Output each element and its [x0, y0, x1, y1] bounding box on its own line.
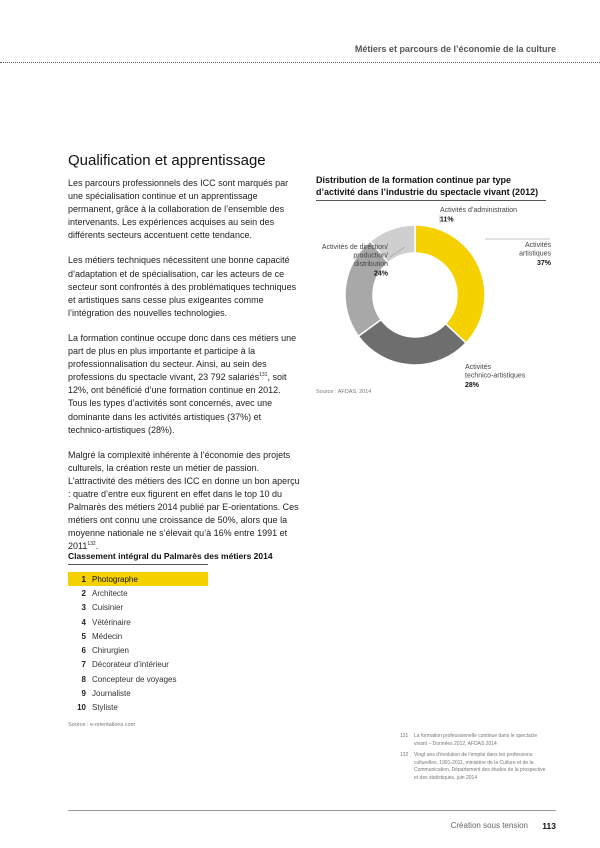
- slice-value-3: 24%: [373, 270, 388, 278]
- slice-1: [415, 225, 485, 343]
- footer-rule: [68, 810, 556, 811]
- ranking-table: [68, 572, 208, 715]
- rank-label: Vétérinaire: [92, 617, 131, 627]
- footnote-number: 132: [400, 752, 409, 758]
- slice-label-1: Activités artistiques 37%: [519, 242, 551, 267]
- rank-label: Concepteur de voyages: [92, 674, 177, 684]
- slice-label-4: Activités d’administration 11%: [440, 207, 518, 224]
- ranking-row: [68, 586, 208, 600]
- ranking-row: [68, 701, 208, 715]
- section-title: Qualification et apprentissage: [68, 152, 266, 169]
- ranking-source: Source : e-orientations.com: [68, 722, 136, 728]
- donut-chart: [300, 195, 560, 389]
- rank-number: 1: [68, 572, 92, 586]
- ranking-title: Classement intégral du Palmarès des métiers 2014: [68, 551, 208, 565]
- slice-value-1: 37%: [536, 260, 551, 267]
- rank-label: Cuisinier: [92, 603, 124, 613]
- ranking-row: [68, 672, 208, 686]
- footnote-132: [400, 752, 550, 782]
- header-dotted-rule: [0, 62, 600, 63]
- slice-label-3: Activités de direction/ production/ distribution 24%: [321, 244, 388, 278]
- ranking-row: [68, 601, 208, 615]
- footnote-ref-131: 131: [259, 372, 268, 379]
- footnote-131: [400, 733, 550, 748]
- running-head: Métiers et parcours de l’économie de la culture: [354, 44, 556, 54]
- paragraph-3-a: La formation continue occupe donc dans ces métiers une part de plus en plus importante et participe à la professionnalisation du secteur. Ainsi, au sein des professions du spectacle vivant, 23 792 salariés: [68, 332, 297, 383]
- rank-number: 2: [81, 588, 86, 598]
- rank-label: Architecte: [92, 588, 128, 598]
- page-number: 113: [542, 821, 556, 831]
- rank-label: Styliste: [92, 703, 118, 713]
- rank-label: Décorateur d’intérieur: [92, 660, 169, 670]
- rank-number: 8: [81, 674, 86, 684]
- footer-title: Création sous tension: [450, 821, 528, 830]
- chart-title: Distribution de la formation continue par type d’activité dans l’industrie du spectacle vivant (2012): [316, 174, 546, 201]
- footnote-text: La formation professionnelle continue dans le spectacle vivant – Données 2012, AFDAS 2014: [414, 733, 538, 747]
- rank-number: 3: [81, 603, 86, 613]
- body-text: [68, 177, 300, 565]
- ranking-row: [68, 658, 208, 672]
- paragraph-4-b: .: [95, 541, 99, 552]
- paragraph-4: [68, 449, 300, 554]
- rank-number: 4: [81, 617, 86, 627]
- slice-label-2: Activités technico-artistiques 28%: [465, 364, 526, 389]
- rank-label: Photographe: [92, 572, 208, 586]
- paragraph-2: Les métiers techniques nécessitent une bonne capacité d’adaptation et de spécialisation, car les acteurs de ce secteur sont confrontés à des problématiques techniques et artistiques sans cesse plus exigeantes comme l’intégration des nouvelles technologies.: [68, 255, 297, 318]
- rank-label: Médecin: [92, 631, 123, 641]
- ranking-row: [68, 615, 208, 629]
- paragraph-3: [68, 332, 300, 437]
- footnote-ref-132: 132: [87, 541, 96, 548]
- ranking-row: [68, 686, 208, 700]
- paragraph-3-b: , soit 12%, ont bénéficié d’une formation continue en 2012. Tous les types d’activités sont concernés, avec une dominante dans les activités artistiques (37%) et technico-artistiques (28%).: [68, 372, 287, 435]
- rank-number: 7: [81, 660, 86, 670]
- rank-label: Journaliste: [92, 689, 131, 699]
- ranking-row: [68, 643, 208, 657]
- ranking-row: [68, 572, 208, 586]
- slice-value-2: 28%: [465, 382, 480, 389]
- slice-value-4: 11%: [440, 216, 454, 224]
- ranking-row: [68, 629, 208, 643]
- rank-label: Chirurgien: [92, 646, 129, 656]
- rank-number: 10: [77, 703, 86, 713]
- rank-number: 5: [81, 631, 86, 641]
- paragraph-4-a: Malgré la complexité inhérente à l’économie des projets culturels, la création reste un métier de passion. L’attractivité des métiers des ICC en donne un bon aperçu : quatre d’entre eux figurent en effet dans le top 10 du Palmarès des métiers 2014 publié par E-orientations. Ces métiers ont connu une croissance de 50%, alors que la moyenne nationale ne s’élevait qu’à 16% entre 1991 et 2011: [68, 449, 300, 552]
- footnote-number: 131: [400, 733, 409, 739]
- rank-number: 6: [81, 646, 86, 656]
- rank-number: 9: [81, 689, 86, 699]
- chart-source: Source : AFDAS, 2014: [316, 389, 372, 395]
- footnote-text: Vingt ans d’évolution de l’emploi dans les professions culturelles, 1991-2011, ministère de la Culture et de la Communication, Département des études de la prospective et des statistiques, juin 2014: [414, 752, 546, 781]
- paragraph-1: Les parcours professionnels des ICC sont marqués par une spécialisation continue et un apprentissage permanent, grâce à la collaboration de l’ensemble des intervenants. Les expériences acquises au sein des différents secteurs accentuent cette tendance.: [68, 178, 289, 241]
